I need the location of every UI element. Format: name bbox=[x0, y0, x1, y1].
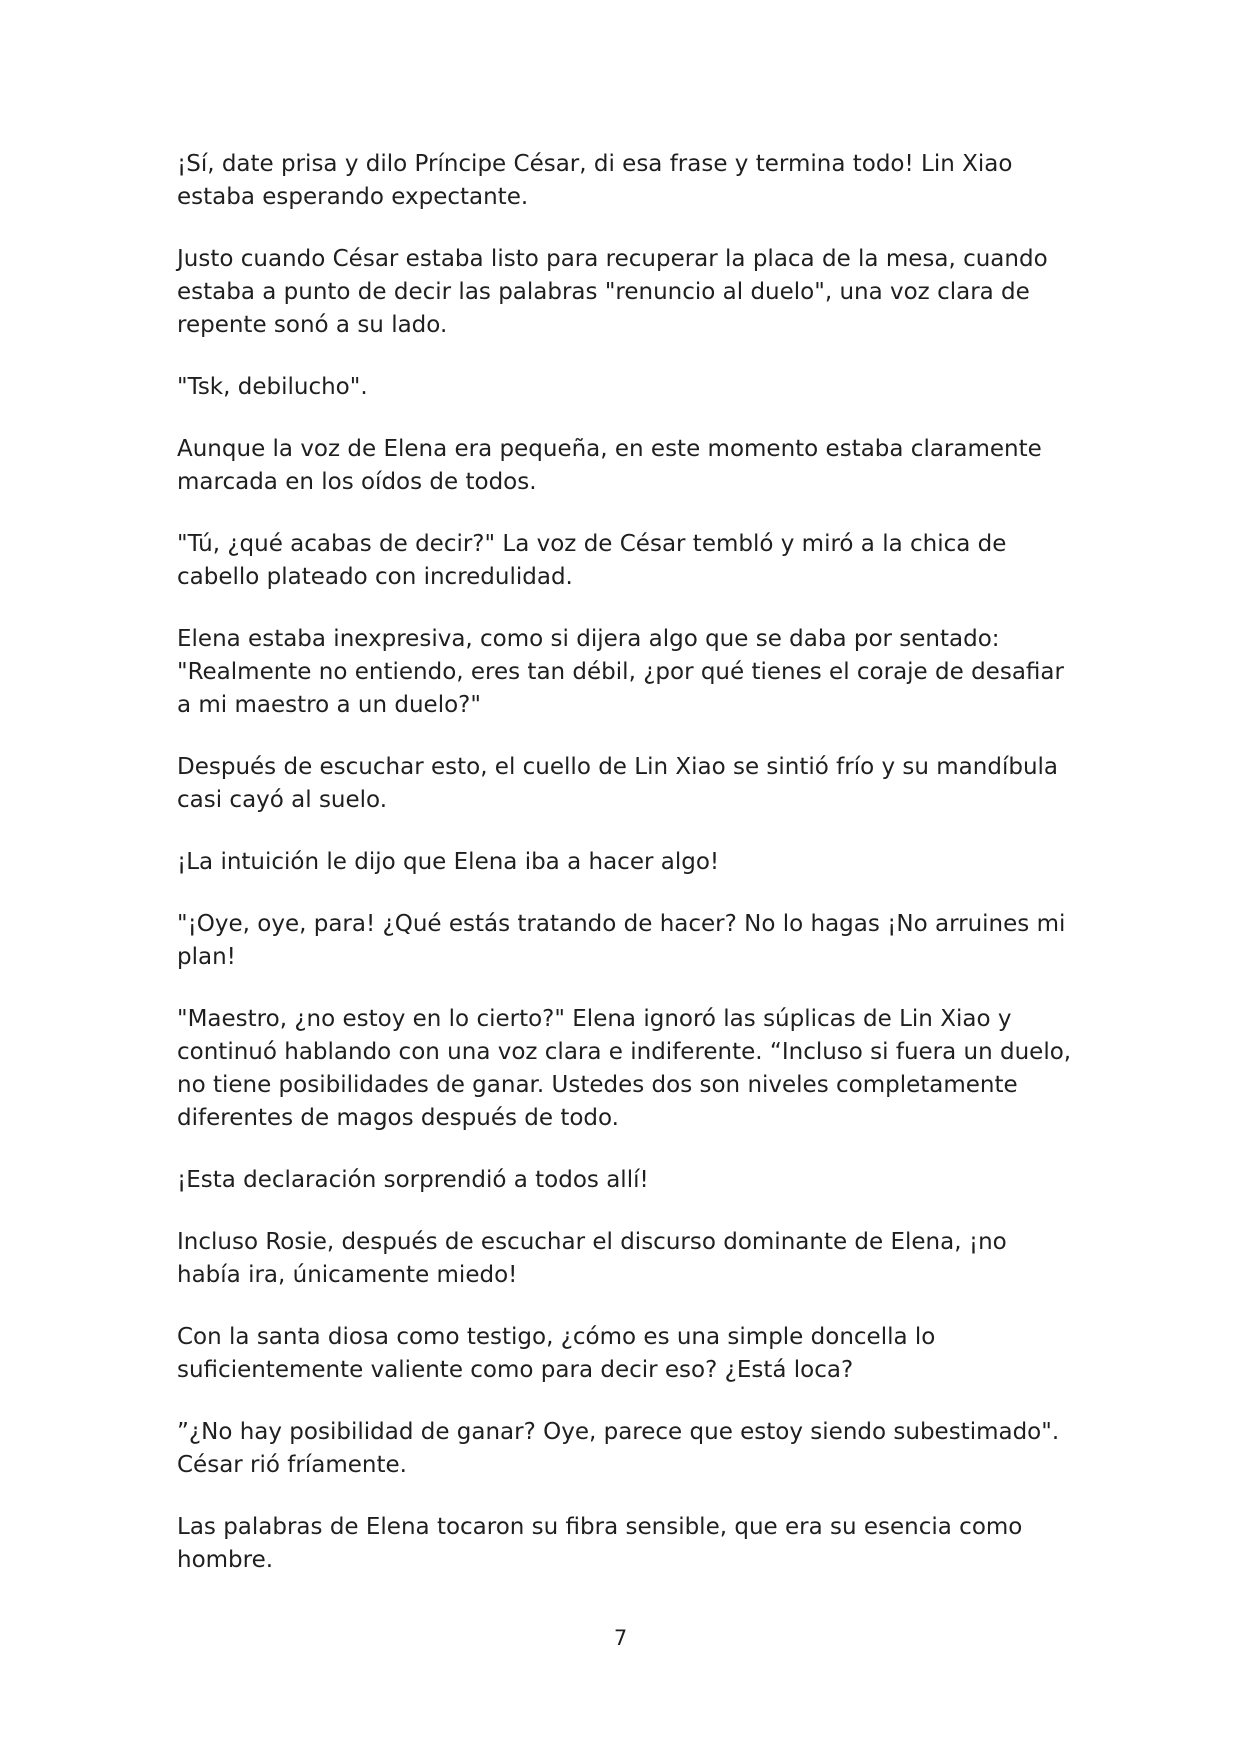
paragraph: ¡Esta declaración sorprendió a todos allí! bbox=[177, 1167, 649, 1193]
paragraph: "¡Oye, oye, para! ¿Qué estás tratando de hacer? No lo hagas ¡No arruines mi plan! bbox=[177, 911, 1066, 970]
paragraph: Con la santa diosa como testigo, ¿cómo es una simple doncella lo suficientemente valiente como para decir eso? ¿Está loca? bbox=[177, 1324, 936, 1383]
paragraph: Elena estaba inexpresiva, como si dijera algo que se daba por sentado: "Realmente no entiendo, eres tan débil, ¿por qué tienes el coraje de desafiar a mi maestro a un duelo?" bbox=[177, 626, 1064, 718]
paragraph: ”¿No hay posibilidad de ganar? Oye, parece que estoy siendo subestimado". César rió fríamente. bbox=[177, 1419, 1060, 1478]
paragraph: "Maestro, ¿no estoy en lo cierto?" Elena ignoró las súplicas de Lin Xiao y continuó hablando con una voz clara e indiferente. “Incluso si fuera un duelo, no tiene posibilidades de ganar. Ustedes dos son niveles completamente diferentes de magos después de todo. bbox=[177, 1006, 1072, 1131]
page-number: 7 bbox=[613, 1626, 628, 1650]
paragraph: Aunque la voz de Elena era pequeña, en este momento estaba claramente marcada en los oídos de todos. bbox=[177, 436, 1042, 495]
paragraph: Las palabras de Elena tocaron su fibra sensible, que era su esencia como hombre. bbox=[177, 1514, 1023, 1573]
paragraph: "Tsk, debilucho". bbox=[177, 374, 368, 400]
paragraph: ¡La intuición le dijo que Elena iba a hacer algo! bbox=[177, 849, 720, 875]
paragraph: Justo cuando César estaba listo para recuperar la placa de la mesa, cuando estaba a punto de decir las palabras "renuncio al duelo", una voz clara de repente sonó a su lado. bbox=[177, 246, 1048, 338]
paragraph: "Tú, ¿qué acabas de decir?" La voz de César tembló y miró a la chica de cabello plateado con incredulidad. bbox=[177, 531, 1007, 590]
document-body bbox=[177, 148, 1077, 1606]
paragraph: ¡Sí, date prisa y dilo Príncipe César, di esa frase y termina todo! Lin Xiao estaba esperando expectante. bbox=[177, 151, 1013, 210]
paragraph: Después de escuchar esto, el cuello de Lin Xiao se sintió frío y su mandíbula casi cayó al suelo. bbox=[177, 754, 1059, 813]
paragraph: Incluso Rosie, después de escuchar el discurso dominante de Elena, ¡no había ira, únicamente miedo! bbox=[177, 1229, 1007, 1288]
